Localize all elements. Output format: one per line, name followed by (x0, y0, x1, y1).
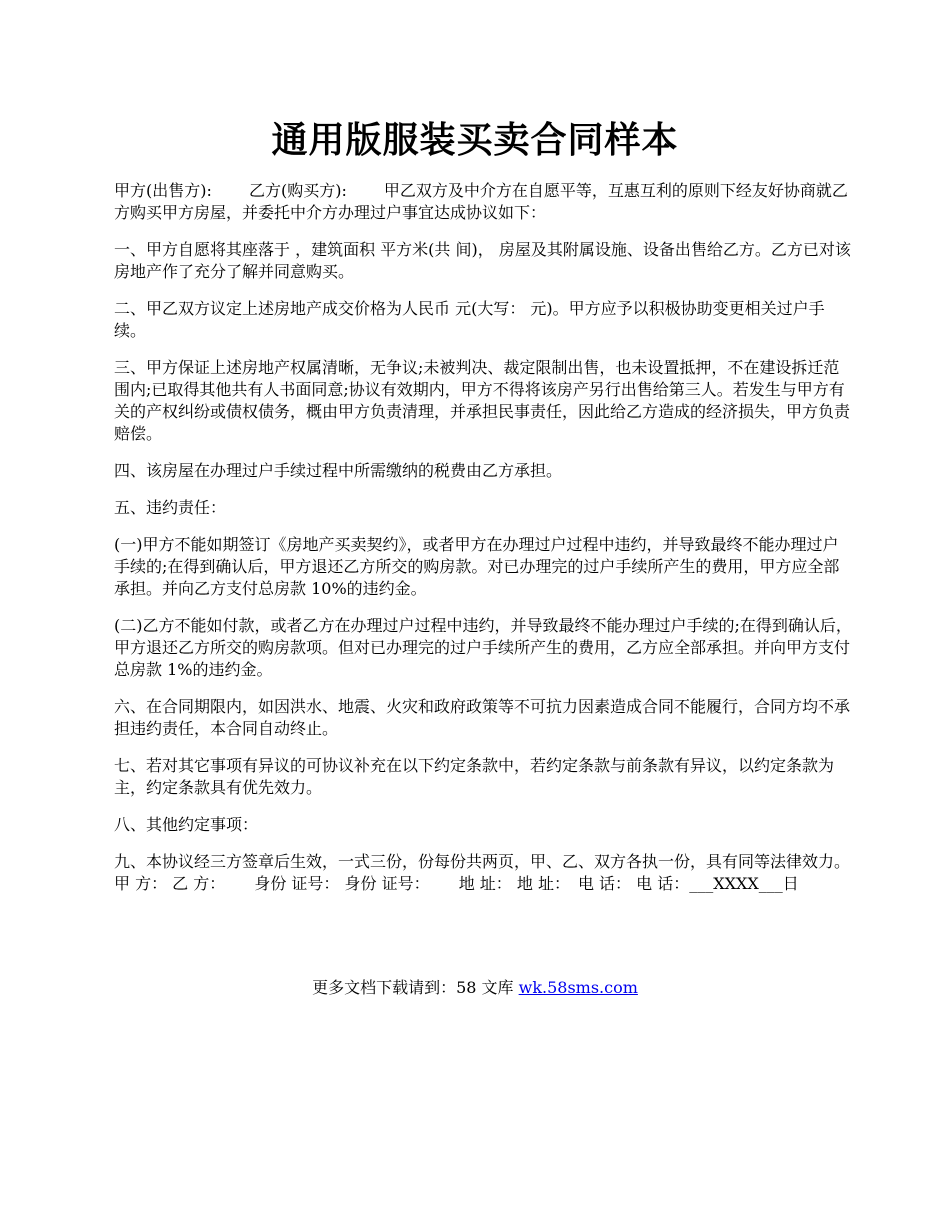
footer-prefix: 更多文档下载请到：58 文库 (312, 978, 519, 997)
paragraph-clause-1: 一、甲方自愿将其座落于 ，建筑面积 平方米(共 间)， 房屋及其附属设施、设备出售给乙方。乙方已对该房地产作了充分了解并同意购买。 (114, 240, 851, 281)
paragraph-clause-4: 四、该房屋在办理过户手续过程中所需缴纳的税费由乙方承担。 (114, 461, 563, 480)
paragraph-clause-6: 六、在合同期限内，如因洪水、地震、火灾和政府政策等不可抗力因素造成合同不能履行，合同方均不承担违约责任，本合同自动终止。 (114, 697, 851, 738)
paragraph-clause-5-1: (一)甲方不能如期签订《房地产买卖契约》，或者甲方在办理过户过程中违约，并导致最终不能办理过户手续的;在得到确认后，甲方退还乙方所交的购房款。对已办理完的过户手续所产生的费用，甲方应全部承担。并向乙方支付总房款 10%的违约金。 (114, 535, 840, 598)
paragraph-clause-2: 二、甲乙双方议定上述房地产成交价格为人民币 元(大写： 元)。甲方应予以积极协助变更相关过户手续。 (114, 299, 825, 340)
footer-link[interactable]: wk.58sms.com (518, 978, 638, 997)
document-title: 通用版服装买卖合同样本 (271, 119, 679, 161)
footer (0, 977, 950, 999)
paragraph-preamble: 甲方(出售方): 乙方(购买方): 甲乙双方及中介方在自愿平等，互惠互利的原则下经友好协商就乙方购买甲方房屋，并委托中介方办理过户事宜达成协议如下： (114, 181, 848, 222)
document-body (114, 180, 880, 910)
paragraph-clause-3: 三、甲方保证上述房地产权属清晰，无争议;未被判决、裁定限制出售，也未设置抵押，不在建设拆迁范围内;已取得其他共有人书面同意;协议有效期内，甲方不得将该房产另行出售给第三人。若发生与甲方有关的产权纠纷或债权债务，概由甲方负责清理，并承担民事责任，因此给乙方造成的经济损失，甲方负责赔偿。 (114, 358, 851, 443)
paragraph-clause-5-2: (二)乙方不能如付款，或者乙方在办理过户过程中违约，并导致最终不能办理过户手续的;在得到确认后，甲方退还乙方所交的购房款项。但对已办理完的过户手续所产生的费用，乙方应全部承担。并向甲方支付总房款 1%的违约金。 (114, 616, 852, 679)
paragraph-clause-8: 八、其他约定事项： (114, 815, 259, 834)
paragraph-clause-7: 七、若对其它事项有异议的可协议补充在以下约定条款中，若约定条款与前条款有异议，以约定条款为主，约定条款具有优先效力。 (114, 756, 835, 797)
paragraph-clause-9-signatures: 九、本协议经三方签章后生效，一式三份，份每份共两页，甲、乙、双方各执一份，具有同等法律效力。 甲 方： 乙 方： 身份 证号： 身份 证号： 地 址： 地 址： 电 话： 电 话：___XXXX___日 (114, 852, 880, 893)
paragraph-clause-5: 五、违约责任： (114, 498, 227, 517)
